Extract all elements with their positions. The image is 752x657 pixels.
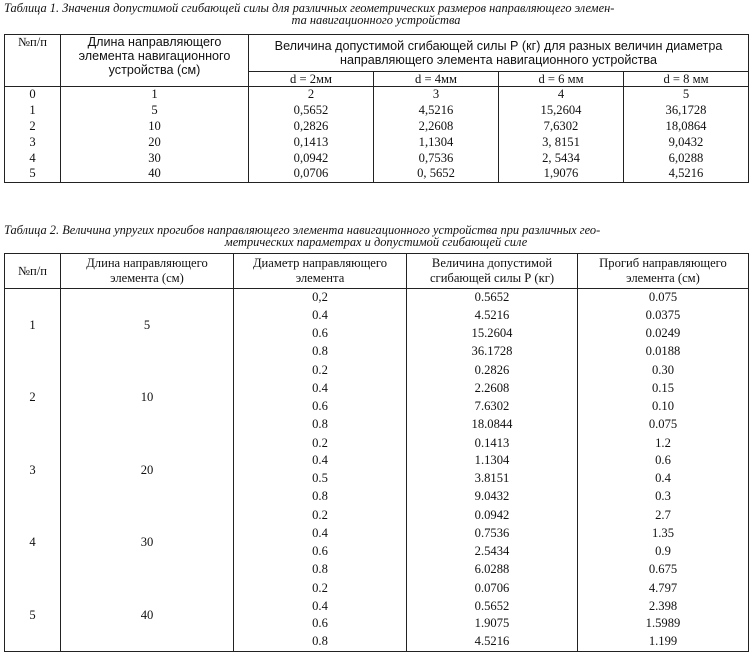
table2-group-num: 1 [5, 289, 61, 362]
table1-cell: 5 [61, 103, 249, 119]
table1-cell: 5 [5, 166, 61, 182]
table2-cell: 0.10 [578, 397, 749, 415]
table2-cell: 0.1413 [407, 434, 578, 452]
table1-header-force: Величина допустимой сгибающей силы Р (кг) для разных величин диаметра направляющего элемента навигационного устройства [249, 35, 749, 72]
table1-cell: 0,2826 [249, 119, 374, 135]
table2-cell: 0.8 [234, 488, 407, 506]
table1-cell: 30 [61, 150, 249, 166]
table2-cell: 0.8 [234, 560, 407, 578]
table1-cell: 10 [61, 119, 249, 135]
table1-cell: 6,0288 [624, 150, 749, 166]
table1-header-d6: d = 6 мм [499, 72, 624, 87]
table2-cell: 15.2604 [407, 325, 578, 343]
table2-cell: 36.1728 [407, 343, 578, 361]
table2-cell: 4.5216 [407, 633, 578, 651]
table1-cell: 18,0864 [624, 119, 749, 135]
table2-cell: 0.5652 [407, 597, 578, 615]
table2-cell: 0.0706 [407, 579, 578, 597]
table2-cell: 0.075 [578, 289, 749, 307]
table2-cell: 0.2 [234, 506, 407, 524]
table1-row [5, 103, 749, 119]
table2-cell: 0.30 [578, 361, 749, 379]
table1-cell: 2 [5, 119, 61, 135]
table1-cell: 7,6302 [499, 119, 624, 135]
table1-row [5, 166, 749, 182]
table2-cell: 9.0432 [407, 488, 578, 506]
table1-cell: 2, 5434 [499, 150, 624, 166]
table2-cell: 1.35 [578, 525, 749, 543]
table2-cell: 2.7 [578, 506, 749, 524]
table2-group-num: 3 [5, 434, 61, 507]
table1-header-num: №п/п [5, 35, 61, 87]
table2-row [5, 506, 749, 524]
table1-caption-line1: Таблица 1. Значения допустимой сгибающей силы для различных геометрических размеров направляющего элемен- [4, 1, 615, 15]
table1-header-length: Длина направляющего элемента навигационного устройства (см) [61, 35, 249, 87]
table1-caption-line2: та навигационного устройства [291, 13, 461, 27]
table2-cell: 0.2826 [407, 361, 578, 379]
table1-row [5, 150, 749, 166]
table2-cell: 0.6 [234, 397, 407, 415]
table2-cell: 0.6 [234, 615, 407, 633]
table2-header-diameter: Диаметр направляющего элемента [234, 254, 407, 289]
table2-cell: 0.675 [578, 560, 749, 578]
table1-cell: 2,2608 [374, 119, 499, 135]
table2-caption-line1: Таблица 2. Величина упругих прогибов направляющего элемента навигационного устройства при различных гео- [4, 223, 601, 237]
table1-cell: 0,0942 [249, 150, 374, 166]
table1-cell: 4 [5, 150, 61, 166]
table2-cell: 0.0942 [407, 506, 578, 524]
table2-caption-line2: метрических параметрах и допустимой сгибающей силе [224, 235, 528, 249]
table2-group-num: 4 [5, 506, 61, 579]
table1-cell: 36,1728 [624, 103, 749, 119]
table2-group-length: 5 [61, 289, 234, 362]
table2-header-num: №п/п [5, 254, 61, 289]
table1-header-d8: d = 8 мм [624, 72, 749, 87]
table1-cell: 5 [624, 87, 749, 103]
table1 [4, 34, 749, 183]
table2-row [5, 434, 749, 452]
table2-cell: 0.4 [234, 452, 407, 470]
table2-cell: 0.5652 [407, 289, 578, 307]
table2-header-length: Длина направляющего элемента (см) [61, 254, 234, 289]
table2-cell: 0.2 [234, 361, 407, 379]
table1-row [5, 87, 749, 103]
table1-cell: 15,2604 [499, 103, 624, 119]
table2-row [5, 579, 749, 597]
table1-cell: 9,0432 [624, 134, 749, 150]
table2-cell: 1.1304 [407, 452, 578, 470]
table1-cell: 3 [5, 134, 61, 150]
table2-cell: 0.6 [578, 452, 749, 470]
table2-cell: 0.8 [234, 343, 407, 361]
table2-cell: 18.0844 [407, 415, 578, 433]
table1-cell: 4 [499, 87, 624, 103]
table2-cell: 0.2 [234, 579, 407, 597]
table2-group-num: 5 [5, 579, 61, 652]
table2-group-length: 30 [61, 506, 234, 579]
table1-cell: 20 [61, 134, 249, 150]
table2-group-length: 20 [61, 434, 234, 507]
table1-cell: 3, 8151 [499, 134, 624, 150]
table2-cell: 0.0249 [578, 325, 749, 343]
table2-group-length: 10 [61, 361, 234, 434]
table2-cell: 4.5216 [407, 307, 578, 325]
table2-cell: 0.4 [578, 470, 749, 488]
table2-header-deflection: Прогиб направляющего элемента (см) [578, 254, 749, 289]
table1-header-d2: d = 2мм [249, 72, 374, 87]
table2-caption [4, 224, 748, 248]
table2-row [5, 289, 749, 307]
table2-cell: 0.8 [234, 415, 407, 433]
table2-cell: 0.6 [234, 325, 407, 343]
table1-cell: 4,5216 [624, 166, 749, 182]
table1-cell: 1,1304 [374, 134, 499, 150]
table2-group-length: 40 [61, 579, 234, 652]
table2-cell: 0.0375 [578, 307, 749, 325]
table2-cell: 0.15 [578, 379, 749, 397]
table1-cell: 2 [249, 87, 374, 103]
table1-cell: 1 [5, 103, 61, 119]
table2-cell: 0.2 [234, 434, 407, 452]
table2-cell: 0.9 [578, 542, 749, 560]
table1-cell: 0,0706 [249, 166, 374, 182]
table2-cell: 1.2 [578, 434, 749, 452]
table2-header-force: Величина допустимой сгибающей силы Р (кг) [407, 254, 578, 289]
table2-cell: 2.2608 [407, 379, 578, 397]
table2-group-num: 2 [5, 361, 61, 434]
table2-cell: 1.199 [578, 633, 749, 651]
table2-cell: 0.075 [578, 415, 749, 433]
table2-cell: 1.9075 [407, 615, 578, 633]
table1-cell: 0,1413 [249, 134, 374, 150]
table2-cell: 0.7536 [407, 525, 578, 543]
table1-header-d4: d = 4мм [374, 72, 499, 87]
table2-cell: 3.8151 [407, 470, 578, 488]
table2-cell: 0.4 [234, 379, 407, 397]
table1-cell: 0, 5652 [374, 166, 499, 182]
table2-cell: 0.4 [234, 307, 407, 325]
table2-cell: 0.6 [234, 542, 407, 560]
table1-row [5, 119, 749, 135]
table2-cell: 0.8 [234, 633, 407, 651]
table2-cell: 0,2 [234, 289, 407, 307]
table1-cell: 3 [374, 87, 499, 103]
table2-cell: 0.0188 [578, 343, 749, 361]
table1-cell: 0,7536 [374, 150, 499, 166]
table1-row [5, 134, 749, 150]
table2-cell: 0.3 [578, 488, 749, 506]
table1-cell: 40 [61, 166, 249, 182]
table1-cell: 0 [5, 87, 61, 103]
table2 [4, 253, 749, 652]
table1-cell: 1 [61, 87, 249, 103]
table1-cell: 0,5652 [249, 103, 374, 119]
table2-row [5, 361, 749, 379]
table2-cell: 7.6302 [407, 397, 578, 415]
table1-cell: 4,5216 [374, 103, 499, 119]
table2-cell: 2.5434 [407, 542, 578, 560]
table1-body [5, 87, 749, 183]
table2-body [5, 289, 749, 652]
table2-cell: 0.5 [234, 470, 407, 488]
table1-cell: 1,9076 [499, 166, 624, 182]
table2-cell: 4.797 [578, 579, 749, 597]
table1-caption [4, 2, 748, 26]
table2-cell: 0.4 [234, 597, 407, 615]
table2-cell: 0.4 [234, 525, 407, 543]
table2-cell: 2.398 [578, 597, 749, 615]
table2-cell: 1.5989 [578, 615, 749, 633]
table2-cell: 6.0288 [407, 560, 578, 578]
